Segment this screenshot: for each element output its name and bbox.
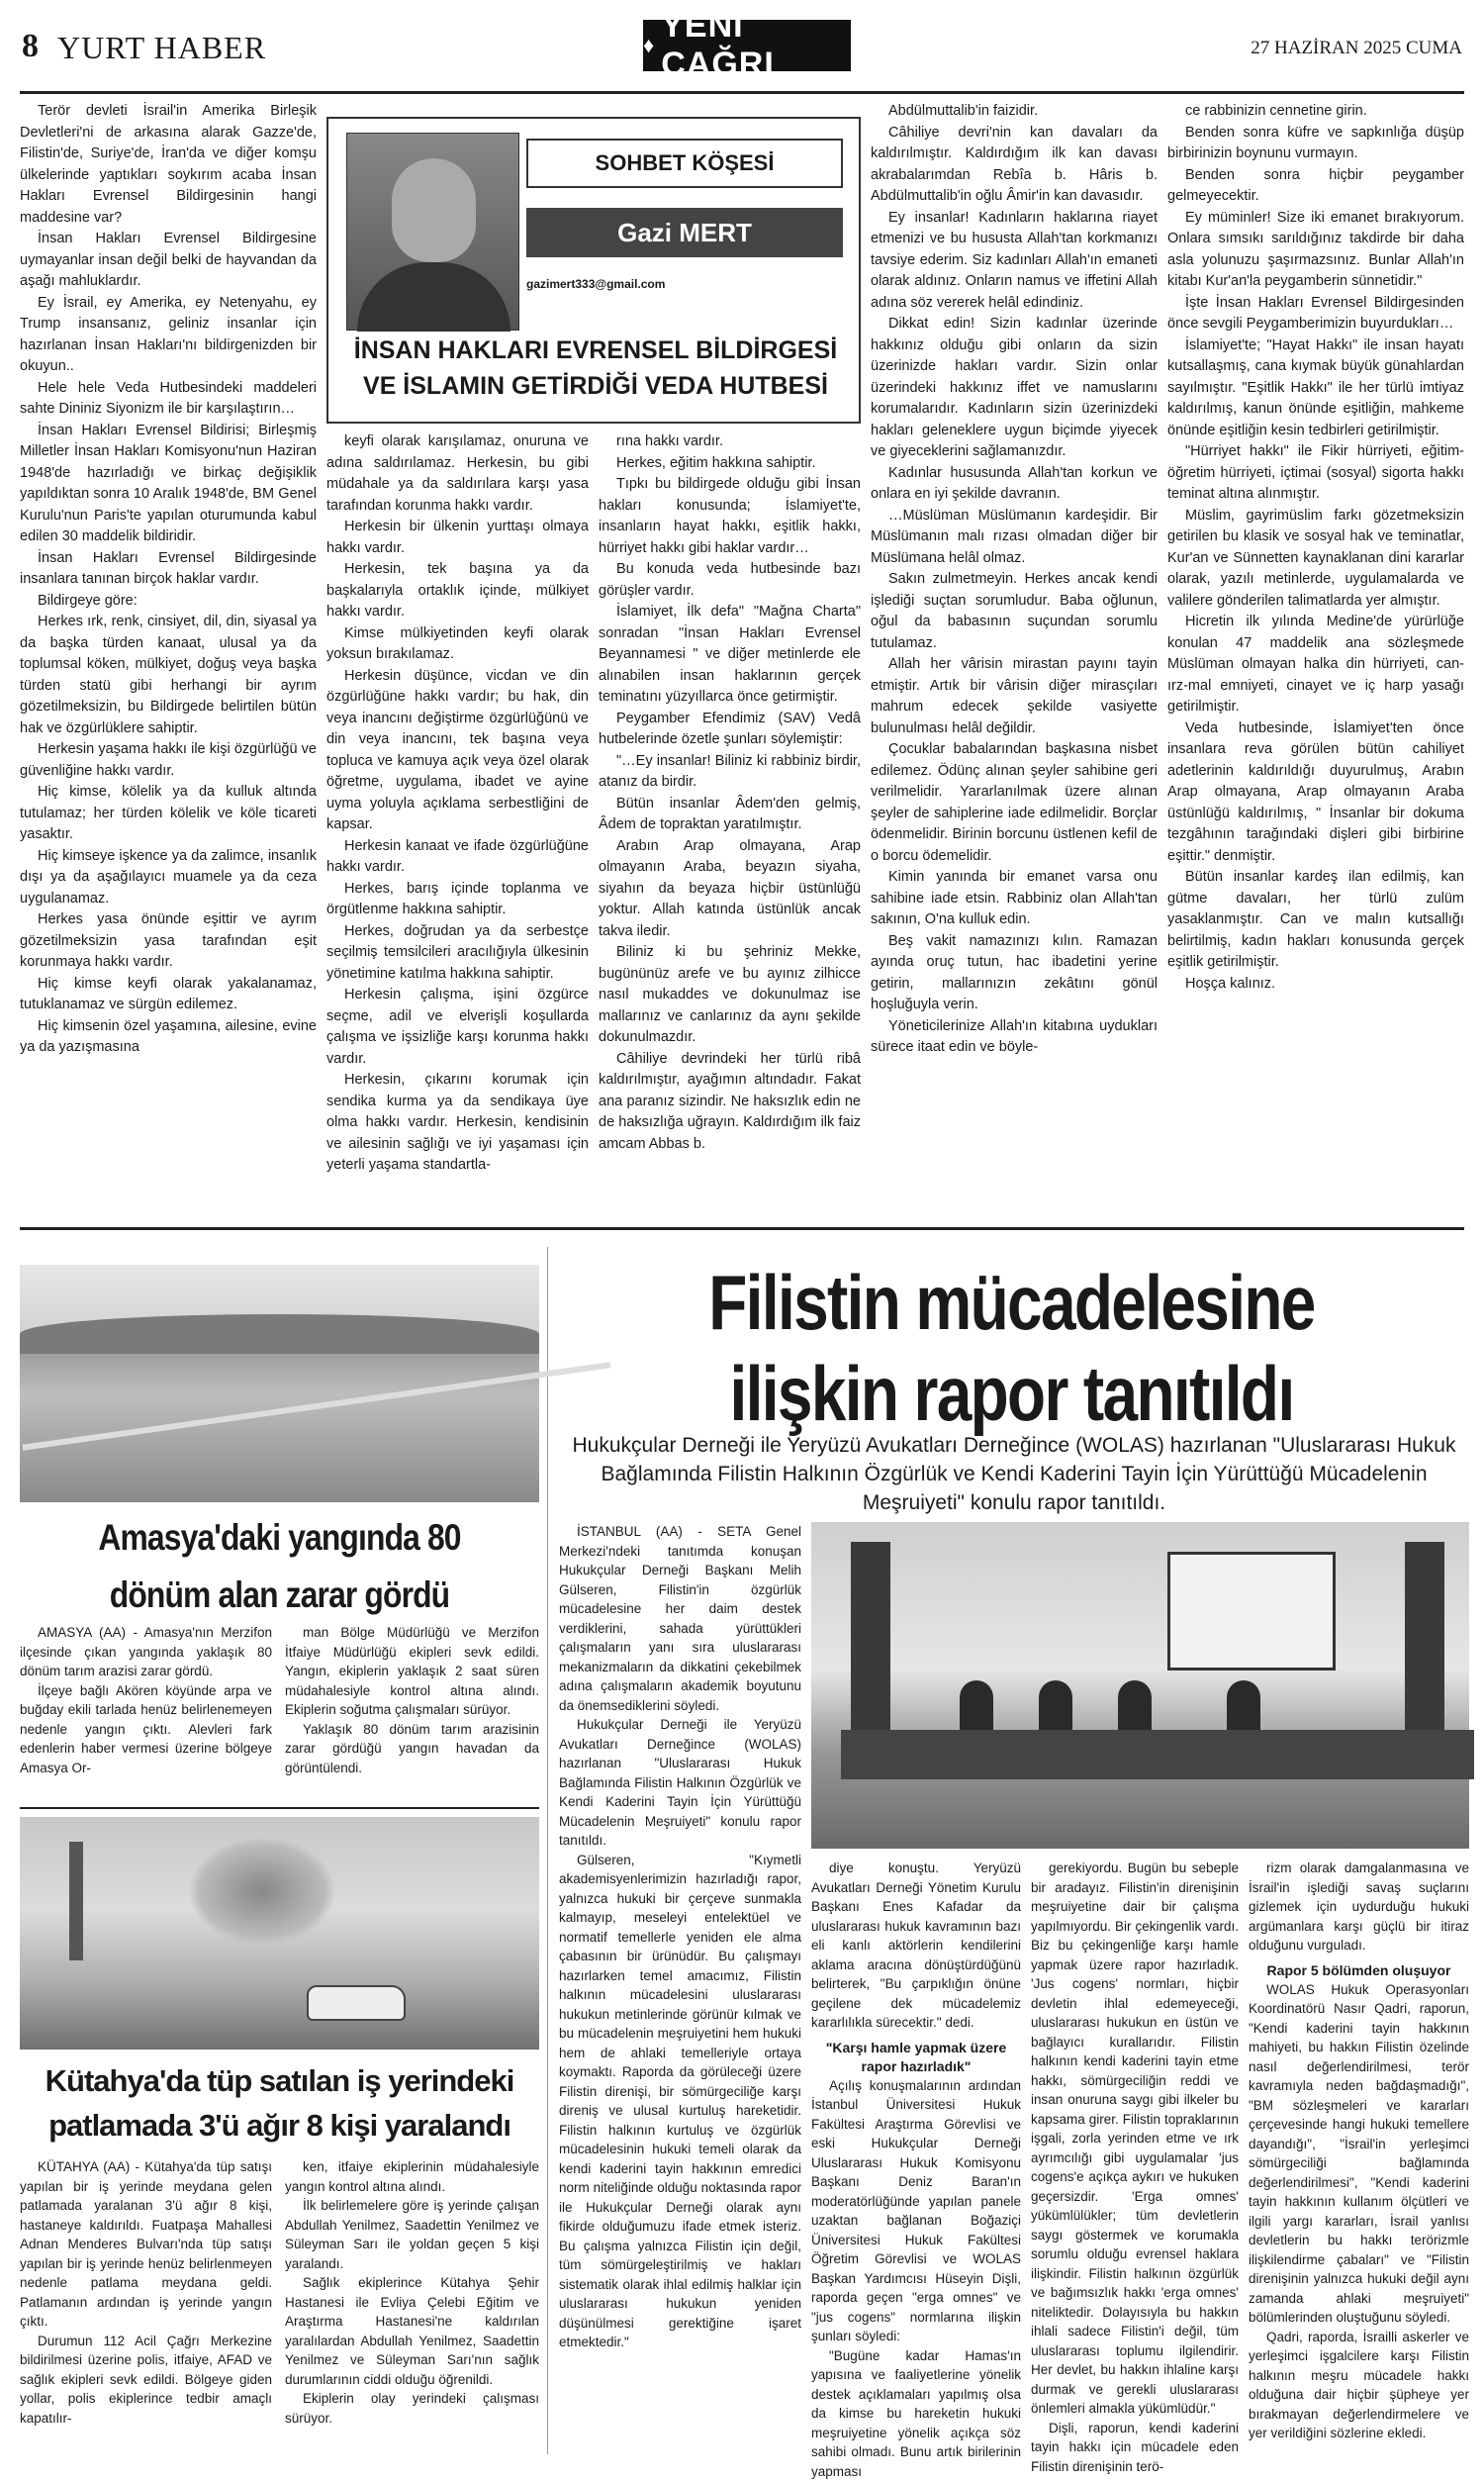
amasya-column-1 — [20, 1623, 272, 1801]
torch-icon: ♦ — [643, 33, 655, 58]
paragraph: Herkes, doğrudan ya da serbestçe seçilmiş temsilcileri aracılığıyla ülkesinin yönetimine katılma hakkına sahiptir. — [326, 921, 589, 986]
paragraph: Hiç kimseye işkence ya da zalimce, insanlık dışı ya da aşağılayıcı muamele ya da ceza uygulanamaz. — [20, 846, 317, 910]
paragraph: Veda hutbesinde, İslamiyet'ten önce insanlara reva görülen bütün cahiliyet adetlerinin kaldırıldığı duyurulmuş, Arabın Arap olmayana, Arap olmayanın Araba üstünlüğü kaldırılmış, " İnsanlar bir dokuma tezgâhının tarağındaki dişleri gibi birbirine eşittir." denmiştir. — [1167, 718, 1464, 868]
amasya-headline: Amasya'daki yangında 80 dönüm alan zarar gördü — [56, 1509, 504, 1624]
paragraph: Durumun 112 Acil Çağrı Merkezine bildirilmesi üzerine polis, itfaiye, AFAD ve sağlık ekipleri sevk edildi. Bölgeye giden yollar, polis ekiplerince tedbir amaçlı kapatılır- — [20, 2332, 272, 2429]
paragraph: ken, itfaiye ekiplerinin müdahalesiyle yangın kontrol altına alındı. — [285, 2157, 539, 2196]
paragraph: Yaklaşık 80 dönüm tarım arazisinin zarar gördüğü yangın havadan da görüntülendi. — [285, 1720, 539, 1778]
paragraph: …Müslüman Müslümanın kardeşidir. Bir Müslümanın malı rızası olmadan diğer bir Müslümana helâl olmaz. — [871, 506, 1158, 570]
paragraph: Herkesin, çıkarını korumak için sendika kurma ya da sendikaya üye olma hakkı vardır. Herkesin, kendisinin ve ailesinin sağlığı ve iyi yaşaması için yeterli yaşama standartla- — [326, 1070, 589, 1177]
paragraph: Çocuklar babalarından başkasına nisbet edilemez. Ödünç alınan şeyler sahibine geri verilmelidir. Yararlanılmak üzere alınan şeyler de sahiplerine iade edilmelidir. Borçlar ödenmelidir. Birinin borcunu üstlenen kefil de o borcu ödemelidir. — [871, 739, 1158, 867]
paragraph: Sağlık ekiplerince Kütahya Şehir Hastanesi ile Evliya Çelebi Eğitim ve Araştırma Hastanesi'ne kaldırılan yaralılardan Abdullah Yenilmez, Saadettin Yenilmez ve Süleyman Sarı'nın sağlık durumlarının ciddi olduğu öğrenildi. — [285, 2273, 539, 2389]
paragraph: "Bugüne kadar Hamas'ın yapısına ve faaliyetlerine yönelik destek açıklamaları yapılmış olsa da kimse bu hareketin hukuki meşruiyetine yönelik açıkça söz sahibi olmadı. Bunu artık birilerinin yapması — [811, 2346, 1021, 2481]
article-column-5 — [1167, 101, 1464, 1214]
paragraph: Biliniz ki bu şehriniz Mekke, bugününüz arefe ve bu ayınız zilhicce nasıl mukaddes ve dokunulmaz ise mallarınız ve canlarınız da aynı şekilde dokunulmazdır. — [599, 942, 861, 1049]
paragraph: Hicretin ilk yılında Medine'de yürürlüğe konulan 47 maddelik ana sözleşmede Müslüman olmayan halka din hürriyeti, can-ırz-mal emniyeti, cinayet ve iç harp yasağı getirilmiştir. — [1167, 612, 1464, 718]
paragraph: Herkes ırk, renk, cinsiyet, dil, din, siyasal ya da başka türden kanaat, ulusal ya da toplumsal köken, mülkiyet, doğuş veya başka türden statü gibi herhangi bir ayrım gözetilmeksizin, bu Bildirgede belirtilen bütün hak ve özgürlüklere sahiptir. — [20, 612, 317, 739]
paragraph: diye konuştu. Yeryüzü Avukatları Derneği Yönetim Kurulu Başkanı Enes Kafadar da uluslararası hukuk kavramının bazı eli kanlı aktörlerin kendilerini aklama aracına dönüştürdüğünü belirterek, "Bu çarpıklığın önüne geçilene dek mücadelemiz kararlılıkla sürecektir." dedi. — [811, 1859, 1021, 2033]
paragraph: Ey insanlar! Kadınların haklarına riayet etmenizi ve bu hususta Allah'tan korkmanızı tavsiye ederim. Siz kadınları Allah'ın emaneti olarak aldınız. Onların namus ve iffetini Allah adına söz vererek helâl edindiniz. — [871, 208, 1158, 315]
article-column-4 — [871, 101, 1158, 1214]
paragraph: Herkesin bir ülkenin yurttaşı olmaya hakkı vardır. — [326, 517, 589, 559]
paragraph: "Hürriyet hakkı" ile Fikir hürriyeti, eğitim-öğretim hürriyeti, içtimai (sosyal) sigorta hakkı teminat altına alınmıştır. — [1167, 441, 1464, 506]
paragraph: Benden sonra hiçbir peygamber gelmeyecektir. — [1167, 165, 1464, 208]
article-title: İNSAN HAKLARI EVRENSEL BİLDİRGESİ VE İSLAMIN GETİRDİĞİ VEDA HUTBESİ — [338, 333, 853, 404]
amasya-column-2 — [285, 1623, 539, 1801]
paragraph: Kimse mülkiyetinden keyfi olarak yoksun bırakılamaz. — [326, 623, 589, 666]
page-number: 8 — [22, 28, 39, 65]
paragraph: İlçeye bağlı Akören köyünde arpa ve buğday ekili tarlada henüz belirlenemeyen nedenle yangın çıktı. Alevleri fark edenlerin haber vermesi üzerine bölgeye Amasya Or- — [20, 1681, 272, 1778]
paragraph: Hukukçular Derneği ile Yeryüzü Avukatları Derneğince (WOLAS) hazırlanan "Uluslararası Hukuk Bağlamında Filistin Halkının Özgürlük ve Kendi Kaderini Tayin İçin Yürüttüğü Mücadelenin Meşruiyeti" konulu rapor tanıtıldı. — [559, 1715, 801, 1851]
paragraph: Kimin yanında bir emanet varsa onu sahibine iade etsin. Rabbiniz olan Allah'tan sakının, O'na kulluk edin. — [871, 867, 1158, 931]
page-header — [0, 0, 1484, 89]
paragraph: Ey İsrail, ey Amerika, ey Netenyahu, ey Trump insansanız, geliniz insanlar için hazırlanan İnsan Hakları'nı bildirgenizden bir okuyun.. — [20, 293, 317, 378]
explosion-scene-photo — [20, 1817, 539, 2050]
kutahya-column-1 — [20, 2157, 272, 2454]
filistin-headline: Filistin mücadelesine ilişkin rapor tanıtıldı — [636, 1257, 1387, 1439]
paragraph: İnsan Hakları Evrensel Bildirgesine uymayanlar insan değil belki de hayvandan da aşağı mahluklardır. — [20, 229, 317, 293]
paragraph: Qadri, raporda, İsrailli askerler ve yerleşimci işgalcilere karşı Filistin halkının meşru mücadele hakkı olduğuna dair hiçbir şüpheye yer bırakmayan değerlendirmelere ve yer verildiğini sözlerine ekledi. — [1249, 2328, 1469, 2443]
paragraph: İlk belirlemelere göre iş yerinde çalışan Abdullah Yenilmez, Saadettin Yenilmez ve Süleyman Sarı ile yoldan geçen 5 kişi yaralandı. — [285, 2196, 539, 2273]
paragraph: Herkesin kanaat ve ifade özgürlüğüne hakkı vardır. — [326, 836, 589, 879]
author-photo — [346, 133, 519, 331]
paragraph: Dikkat edin! Sizin kadınlar üzerinde hakkınız olduğu gibi onların da sizin üzerinizde hakları vardır. Sizin onlar üzerindeki hakkınız iffet ve namuslarını korumalarıdır. Kadınların sizin üzerinizdeki hakları geleneklere uygun biçimde yiyecek ve giyeceklerini sağlamanızdır. — [871, 314, 1158, 463]
paragraph: ce rabbinizin cennetine girin. — [1167, 101, 1464, 123]
police-car — [307, 1985, 406, 2021]
paragraph: AMASYA (AA) - Amasya'nın Merzifon ilçesinde çıkan yangında yaklaşık 80 dönüm tarım arazisi zarar gördü. — [20, 1623, 272, 1681]
filistin-column-3 — [1031, 1859, 1239, 2452]
fire-field-photo — [20, 1265, 539, 1502]
paragraph: Bu konuda veda hutbesinde bazı görüşler vardır. — [599, 559, 861, 602]
wolas-banner — [851, 1542, 890, 1740]
paragraph: İslamiyet, İlk defa" "Mağna Charta" sonradan "İnsan Hakları Evrensel Beyannamesi " ve diğer metinlerde ele alınabilen insan haklarının gerçek teminatını yüzyıllarca önce getirmiştir. — [599, 602, 861, 709]
paragraph: Hele hele Veda Hutbesindeki maddeleri sahte Dininiz Siyonizm ile bir karşılaştırın… — [20, 378, 317, 421]
paragraph: Abdülmuttalib'in faizidir. — [871, 101, 1158, 123]
paragraph: Herkes, eğitim hakkına sahiptir. — [599, 453, 861, 475]
section-title: YURT HABER — [57, 30, 266, 66]
issue-date: 27 HAZİRAN 2025 CUMA — [1251, 38, 1462, 59]
paragraph: Bütün insanlar kardeş ilan edilmiş, kan gütme davaları, her türlü zulüm yasaklanmıştır. Can ve malın kutsallığı belirtilmiş, kadın hakları konusunda gerçek eşitlik getirilmiştir. — [1167, 867, 1464, 974]
newspaper-logo[interactable] — [643, 20, 851, 71]
paragraph: WOLAS Hukuk Operasyonları Koordinatörü Nasır Qadri, raporun, "Kendi kaderini tayin hakkının mahiyeti, bu hakkın Filistin özelinde nasıl değerlendirilmesi, terör kavramıyla neden bağdaşmadığı", "BM sözleşmeleri ve kararları çerçevesinde hangi hukuki temellere dayandığı", "İsrail'in yerleşimci sömürgeciliği bağlamında değerlendirilmesi", "Kendi kaderini tayin hakkının kullanım ölçütleri ve ilgili yargı kararları, İsrail yanlısı devletlerin bu hakkı terörizmle ilişkilendirme çabaları" ve "Filistin direnişinin yalnızca hukuki değil aynı zamanda ahlaki meşruiyeti" bölümlerinden oluştuğunu söyledi. — [1249, 1980, 1469, 2328]
article-column-3 — [599, 431, 861, 1213]
filistin-column-2 — [811, 1859, 1021, 2452]
paragraph: İslamiyet'te; "Hayat Hakkı" ile insan hayatı kutsallaşmış, cana kıymak büyük günahlardan sayılmıştır. "Eşitlik Hakkı" ile her türlü imtiyaz kaldırılmış, kanun önünde eşitliğin, mahkeme önünde eşitliğin kesin tedbirleri getirilmiştir. — [1167, 335, 1464, 442]
paragraph: Terör devleti İsrail'in Amerika Birleşik Devletleri'ni de arkasına alarak Gazze'de, Filistin'de, Suriye'de, İran'da ve diğer komşu ülkelerinde yaptıkları soykırım acaba İnsan Hakları Evrensel Bildirgesinin hangi maddesine var? — [20, 101, 317, 229]
paragraph: man Bölge Müdürlüğü ve Merzifon İtfaiye Müdürlüğü ekipleri sevk edildi. Yangın, ekiplerin yaklaşık 2 saat süren müdahalesiyle kontrol altına alındı. Ekiplerin soğutma çalışmaları sürüyor. — [285, 1623, 539, 1720]
paragraph: Hiç kimsenin özel yaşamına, ailesine, evine ya da yazışmasına — [20, 1016, 317, 1059]
filistin-column-1 — [559, 1522, 801, 2452]
panel-meeting-photo — [811, 1522, 1469, 1849]
paragraph: İSTANBUL (AA) - SETA Genel Merkezi'ndeki tanıtımda konuşan Hukukçular Derneği Başkanı Melih Gülseren, Filistin'in özgürlük mücadelesine her daim destek verdiklerini, sahada yürüttükleri çalışmaların yanı sıra uluslararası mekanizmaların da dikkatini çekebilmek adına çalışmaların akademik boyutunu da önemsediklerini söyledi. — [559, 1522, 801, 1715]
paragraph: Herkesin yaşama hakkı ile kişi özgürlüğü ve güvenliğine hakkı vardır. — [20, 739, 317, 782]
paragraph: İnsan Hakları Evrensel Bildirisi; Birleşmiş Milletler İnsan Hakları Komisyonu'nun Haziran 1948'de hazırladığı ve birkaç değişiklik yapıldıktan sonra 10 Aralık 1948'de, BM Genel Kurulu'nun Paris'te yapılan oturumunda kabul edilen 30 maddelik bildiridir. — [20, 421, 317, 548]
presentation-screen — [1167, 1552, 1336, 1670]
author-email[interactable]: gazimert333@gmail.com — [526, 277, 665, 291]
article-column-1 — [20, 101, 317, 1214]
paragraph: Arabın Arap olmayana, Arap olmayanın Araba, beyazın siyaha, siyahın da beyaza hiçbir üstünlüğü yoktur. Allah katında üstünlük ancak takva iledir. — [599, 836, 861, 943]
filistin-subhead-2: Rapor 5 bölümden oluşuyor — [1249, 1961, 1469, 1980]
column-header-box — [326, 117, 861, 424]
paragraph: Ey müminler! Size iki emanet bırakıyorum. Onlara sımsıkı sarıldığınız takdirde bir daha asla yolunuzu şaşırmazsınız. Bunlar Allah'ın kitabı Kur'an'la peygamberin sünnetidir." — [1167, 208, 1464, 293]
filistin-deck: Hukukçular Derneği ile Yeryüzü Avukatları Derneğince (WOLAS) hazırlanan "Uluslararası Hukuk Bağlamında Filistin Halkının Özgürlük ve Kendi Kaderini Tayin İçin Yürüttüğü Mücadelenin Meşruiyeti" konulu rapor tanıtıldı. — [559, 1431, 1469, 1517]
paragraph: İnsan Hakları Evrensel Bildirgesinde insanlara tanınan birçok haklar vardır. — [20, 548, 317, 591]
paragraph: Herkesin düşünce, vicdan ve din özgürlüğüne hakkı vardır; bu hak, din veya inancını değiştirme özgürlüğünü ve din veya inancını, tek başına veya topluca ve kamuya açık veya özel olarak öğretme, uygulama, ibadet ve ayine uyma yoluyla açıklama serbestliğini de kapsar. — [326, 666, 589, 836]
header-rule — [20, 91, 1464, 94]
paragraph: Gülseren, "Kıymetli akademisyenlerimizin hazırladığı rapor, yalnızca hukuki bir çerçeve sunmakla kalmayıp, meseleyi entelektüel ve normatif temellerle yeniden ele alma çabasının bir ürünüdür. Bu çalışmayı hazırlarken temel amacımız, Filistin halkının mücadelesini uluslararası hukukun metinlerinde görünür kılmak ve bu mücadelenin meşruiyetini hem hukuki hem de ahlaki temelleriyle ortaya koymaktı. Raporda da görüleceği üzere Filistin direnişi, bir sömürgeciliğe karşı direniş ve ulusal kurtuluş hareketidir. Filistin halkının kurtuluş ve özgürlük mücadelesinin hukuki temeli olarak da kendi kaderini tayin hakkının emredici norm niteliğinde olduğu noktasında rapor ile Hukukçular Derneği olarak aynı fikirde olduğumuzu ifade etmek isteriz. Bu çalışma yalnızca Filistin için değil, tüm sömürgeleştirilmiş ve hakları sistematik olarak ihlal edilmiş halklar için uluslararası hukukun yeniden düşünülmesi gerektiğine işaret etmektedir." — [559, 1851, 801, 2352]
paragraph: Benden sonra küfre ve sapkınlığa düşüp birbirinizin boynunu vurmayın. — [1167, 123, 1464, 165]
story-divider — [20, 1807, 539, 1809]
paragraph: rına hakkı vardır. — [599, 431, 861, 453]
paragraph: Sakın zulmetmeyin. Herkes ancak kendi işlediği suçtan sorumludur. Baba oğlunun, oğul da babasının suçundan sorumlu tutulamaz. — [871, 569, 1158, 654]
paragraph: Hoşça kalınız. — [1167, 974, 1464, 996]
paragraph: "…Ey insanlar! Biliniz ki rabbiniz birdir, atanız da birdir. — [599, 751, 861, 794]
paragraph: gerekiyordu. Bugün bu sebeple bir aradayız. Filistin'in direnişinin meşruiyetine dair bir çalışma yapılmıyordu. Bir çekingenlik vardı. Biz bu çekingenliğe karşı hamle yapmak üzere rapor hazırladık. 'Jus cogens' normları, hiçbir devletin ihlal edemeyeceği, uluslararası hukukun en üstün ve bağlayıcı kurallarıdır. Filistin halkının kendi kaderini tayin etme hakkı, sömürgeciliğin reddi ve insan onuruna saygı gibi ilkeler bu kapsama girer. Filistin topraklarının işgali, zorla yerinden etme ve ırk ayrımcılığı gibi uygulamalar 'jus cogens'e açıkça aykırı ve hukuken geçersizdir. 'Erga omnes' yükümlülükler; tüm devletlerin saygı göstermek ve korumakla sorumlu olduğu evrensel haklara ilişkindir. Filistin halkının özgürlük ve bağımsızlık hakkı 'erga omnes' niteliktedir. Dolayısıyla bu hakkın ihlali sadece Filistin'i değil, tüm uluslararası toplumu ilgilendirir. Her devlet, bu hakkın ihlaline karşı durmak ve gerekli uluslararası önlemleri almakla yükümlüdür." — [1031, 1859, 1239, 2419]
paragraph: Herkesin, tek başına ya da başkalarıyla ortaklık içinde, mülkiyet hakkı vardır. — [326, 559, 589, 623]
article-column-2 — [326, 431, 589, 1213]
paragraph: Câhiliye devri'nin kan davaları da kaldırılmıştır. Kaldırdığım ilk kan davası akrabalarımdan Rebîa b. Hâris b. Abdülmuttalib'in oğlu Âmir'in kan davasıdır. — [871, 123, 1158, 208]
paragraph: Peygamber Efendimiz (SAV) Vedâ hutbelerinde özetle şunları söylemiştir: — [599, 709, 861, 751]
column-label: SOHBET KÖŞESİ — [526, 139, 843, 188]
paragraph: Açılış konuşmalarının ardından İstanbul Üniversitesi Hukuk Fakültesi Araştırma Görevlisi ve eski Hukukçular Derneği Uluslararası Hukuk Komisyonu Başkanı Deniz Baran'ın moderatörlüğünde yapılan panele uzaktan bağlanan Boğaziçi Üniversitesi Hukuk Fakültesi Öğretim Görevlisi ve WOLAS Başkan Yardımcısı Hüseyin Dişli, raporda geçen "erga omnes" ve "jus cogens" normlarına ilişkin şunları söyledi: — [811, 2076, 1021, 2346]
paragraph: Câhiliye devrindeki her türlü ribâ kaldırılmıştır, ayağımın altındadır. Fakat ana paranız sizindir. Ne haksızlık edin ne de haksızlığa uğrayın. Kaldırdığım ilk faiz amcam Abbas b. — [599, 1049, 861, 1156]
paragraph: İşte İnsan Hakları Evrensel Bildirgesinden önce sevgili Peygamberimizin buyurdukları… — [1167, 293, 1464, 335]
paragraph: Yöneticilerinize Allah'ın kitabına uydukları sürece itaat edin ve böyle- — [871, 1016, 1158, 1059]
author-name: Gazi MERT — [526, 208, 843, 257]
logo-text: YENİ ÇAĞRI — [661, 7, 851, 84]
paragraph: Tıpkı bu bildirgede olduğu gibi İnsan hakları konusunda; İslamiyet'te, insanların hayat hakkı, eşitlik hakkı, hürriyet hakkı gibi haklar vardır… — [599, 474, 861, 559]
kutahya-headline: Kütahya'da tüp satılan iş yerindeki patlamada 3'ü ağır 8 kişi yaralandı — [20, 2058, 539, 2147]
paragraph: Herkesin çalışma, işini özgürce seçme, adil ve elverişli koşullarda çalışma ve işsizliğe karşı korunma hakkı vardır. — [326, 985, 589, 1070]
paragraph: Ekiplerin olay yerindeki çalışması sürüyor. — [285, 2389, 539, 2428]
paragraph: keyfi olarak karışılamaz, onuruna ve adına saldırılamaz. Herkesin, bu gibi müdahale ya da saldırılara karşı yasa tarafından korunma hakkı vardır. — [326, 431, 589, 517]
paragraph: rizm olarak damgalanmasına ve İsrail'in işlediği savaş suçlarını gizlemek için uydurduğu hukuki argümanlara karşı güçlü bir itiraz olduğunu vurguladı. — [1249, 1859, 1469, 1956]
paragraph: Herkes, barış içinde toplanma ve örgütlenme hakkına sahiptir. — [326, 879, 589, 921]
paragraph: Kadınlar hususunda Allah'tan korkun ve onlara en iyi şekilde davranın. — [871, 463, 1158, 506]
paragraph: Allah her vârisin mirastan payını tayin etmiştir. Artık bir vârisin diğer mirasçıları mahrum edecek şekilde vasiyette bulunulması helâl değildir. — [871, 654, 1158, 739]
paragraph: Beş vakit namazınızı kılın. Ramazan ayında oruç tutun, hac ibadetini yerine getirin, mallarınızın zekâtını gönül hoşluğuyla verin. — [871, 931, 1158, 1016]
wolas-banner — [1405, 1542, 1444, 1740]
paragraph: Herkes yasa önünde eşittir ve ayrım gözetilmeksizin yasa tarafından eşit korunmaya hakkı vardır. — [20, 909, 317, 974]
paragraph: Bildirgeye göre: — [20, 591, 317, 613]
paragraph: Müslim, gayrimüslim farkı gözetmeksizin getirilen bu klasik ve sosyal hak ve teminatlar, Kur'an ve Sünnetten kaynaklanan dini kararlar olarak, yazılı metinlerde, uygulamalarda ve valilere gönderilen talimatlarda yer almıştır. — [1167, 506, 1464, 613]
filistin-column-4 — [1249, 1859, 1469, 2452]
paragraph: Hiç kimse, kölelik ya da kulluk altında tutulamaz; her türden kölelik ve köle ticareti yasaktır. — [20, 782, 317, 846]
paragraph: Hiç kimse keyfi olarak yakalanamaz, tutuklanamaz ve sürgün edilemez. — [20, 974, 317, 1016]
paragraph: Dişli, raporun, kendi kaderini tayin hakkı için mücadele eden Filistin direnişinin terö- — [1031, 2419, 1239, 2477]
paragraph: Bütün insanlar Âdem'den gelmiş, Âdem de topraktan yaratılmıştır. — [599, 794, 861, 836]
paragraph: KÜTAHYA (AA) - Kütahya'da tüp satışı yapılan bir iş yerinde meydana gelen patlamada yaralanan 3'ü ağır 8 kişi, hastaneye kaldırıldı. Fuatpaşa Mahallesi Adnan Menderes Bulvarı'nda tüp satışı yapılan bir iş yerinde henüz belirlenmeyen nedenle patlama meydana geldi. Patlamanın ardından iş yerinde yangın çıktı. — [20, 2157, 272, 2332]
filistin-subhead-1: "Karşı hamle yapmak üzere rapor hazırladık" — [811, 2039, 1021, 2076]
column-divider — [547, 1247, 548, 2454]
kutahya-column-2 — [285, 2157, 539, 2454]
section-divider — [20, 1227, 1464, 1230]
meeting-table — [841, 1730, 1474, 1779]
